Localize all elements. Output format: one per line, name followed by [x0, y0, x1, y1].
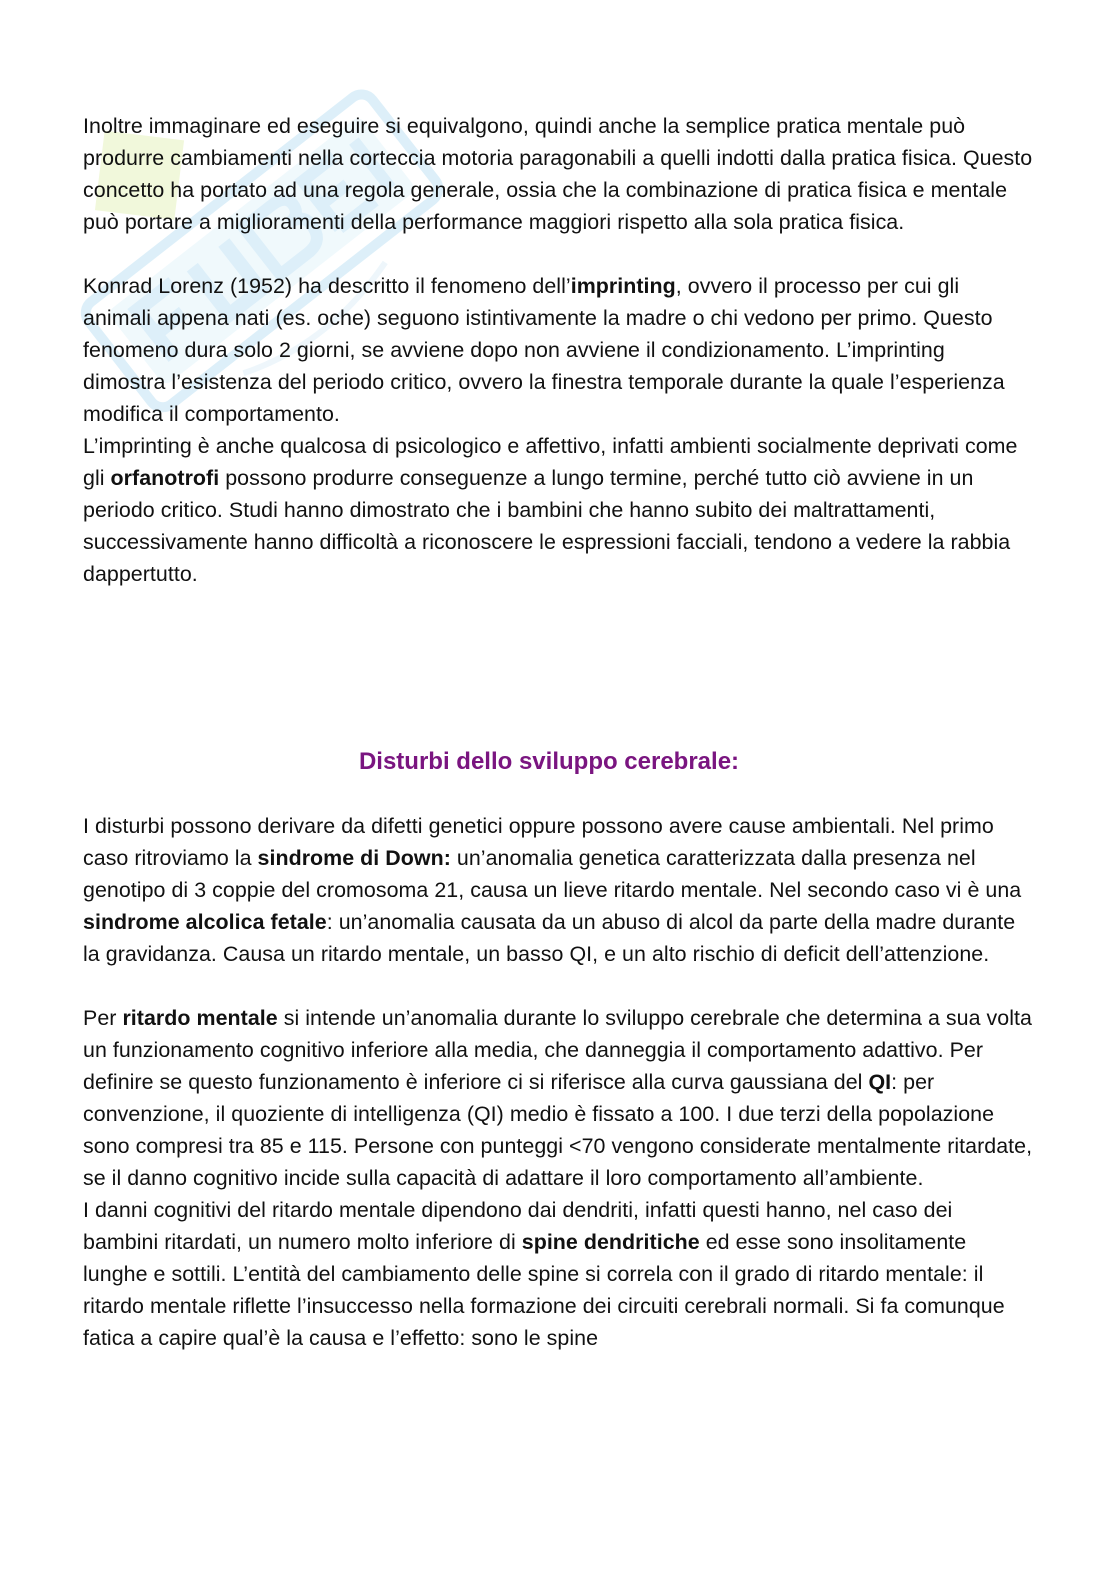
paragraph-gap: [83, 238, 1033, 270]
paragraph-mental-practice: Inoltre immaginare ed eseguire si equivalgono, quindi anche la semplice pratica mentale può produrre cambiamenti nella corteccia motoria paragonabili a quelli indotti dalla pratica fisica. Questo concetto ha portato ad una regola generale, ossia che la combinazione di pratica fisica e mentale può portare a miglioramenti della performance maggiori rispetto alla sola pratica fisica.: [83, 114, 1033, 234]
section-gap: [83, 590, 1033, 746]
paragraph-dendrites: [83, 1194, 1033, 1354]
bold-term-orfanotrofi: orfanotrofi: [110, 466, 220, 490]
text-run: ed esse sono insolitamente lunghe e sottili. L’entità del cambiamento delle spine si correla con il grado di ritardo mentale: il ritardo mentale riflette l’insuccesso nella formazione dei circuiti cerebrali normali. Si fa comunque fatica a capire qual’è la causa e l’effetto: sono le spine: [83, 1230, 1005, 1350]
bold-term-spine-dendritiche: spine dendritiche: [521, 1230, 700, 1254]
document-page: [83, 110, 1033, 1354]
section-title: Disturbi dello sviluppo cerebrale:: [358, 748, 740, 775]
text-run: Per: [83, 1006, 123, 1030]
text-run: si intende un’anomalia durante lo sviluppo cerebrale che determina a sua volta un funzionamento cognitivo inferiore alla media, che danneggia il comportamento adattivo. Per definire se questo funzionamento è inferiore ci si riferisce alla curva gaussiana del: [83, 1006, 1032, 1094]
text-run: I disturbi possono derivare da difetti genetici oppure possono avere cause ambientali. Nel primo caso ritroviamo la: [83, 814, 994, 870]
bold-term-ritardo-mentale: ritardo mentale: [122, 1006, 278, 1030]
paragraph-disorders: [83, 810, 1033, 970]
paragraph-orphanages: [83, 430, 1033, 590]
bold-term-imprinting: imprinting: [570, 274, 676, 298]
text-run: I danni cognitivi del ritardo mentale dipendono dai dendriti, infatti questi hanno, nel caso dei bambini ritardati, un numero molto inferiore di: [83, 1198, 953, 1254]
text-run: L’imprinting è anche qualcosa di psicologico e affettivo, infatti ambienti socialmente deprivati come gli: [83, 434, 1018, 490]
text-run: un’anomalia genetica caratterizzata dalla presenza nel genotipo di 3 coppie del cromosoma 21, causa un lieve ritardo mentale. Nel secondo caso vi è una: [83, 846, 1022, 902]
paragraph-gap: [83, 778, 1033, 810]
paragraph-imprinting: [83, 270, 1033, 430]
text-run: , ovvero il processo per cui gli animali appena nati (es. oche) seguono istintivamente la madre o chi vedono per primo. Questo fenomeno dura solo 2 giorni, se avviene dopo non avviene il condizionamento. L’imprinting dimostra l’esistenza del periodo critico, ovvero la finestra temporale durante la quale l’esperienza modifica il comportamento.: [83, 274, 1005, 426]
text-run: : un’anomalia causata da un abuso di alcol da parte della madre durante la gravidanza. Causa un ritardo mentale, un basso QI, e un alto rischio di deficit dell’attenzione.: [83, 910, 1016, 966]
bold-term-fetal-alcohol: sindrome alcolica fetale: [83, 910, 327, 934]
paragraph-gap: [83, 970, 1033, 1002]
text-run: Konrad Lorenz (1952) ha descritto il fenomeno dell’: [83, 274, 571, 298]
paragraph-mental-retardation: [83, 1002, 1033, 1194]
bold-term-down-syndrome: sindrome di Down:: [257, 846, 451, 870]
text-run: : per convenzione, il quoziente di intelligenza (QI) medio è fissato a 100. I due terzi della popolazione sono compresi tra 85 e 115. Persone con punteggi <70 vengono considerate mentalmente ritardate, se il danno cognitivo incide sulla capacità di adattare il loro comportamento all’ambiente.: [83, 1070, 1033, 1190]
bold-term-qi: QI: [868, 1070, 892, 1094]
text-run: possono produrre conseguenze a lungo termine, perché tutto ciò avviene in un periodo critico. Studi hanno dimostrato che i bambini che hanno subito dei maltrattamenti, successivamente hanno difficoltà a riconoscere le espressioni facciali, tendono a vedere la rabbia dappertutto.: [83, 466, 1011, 586]
